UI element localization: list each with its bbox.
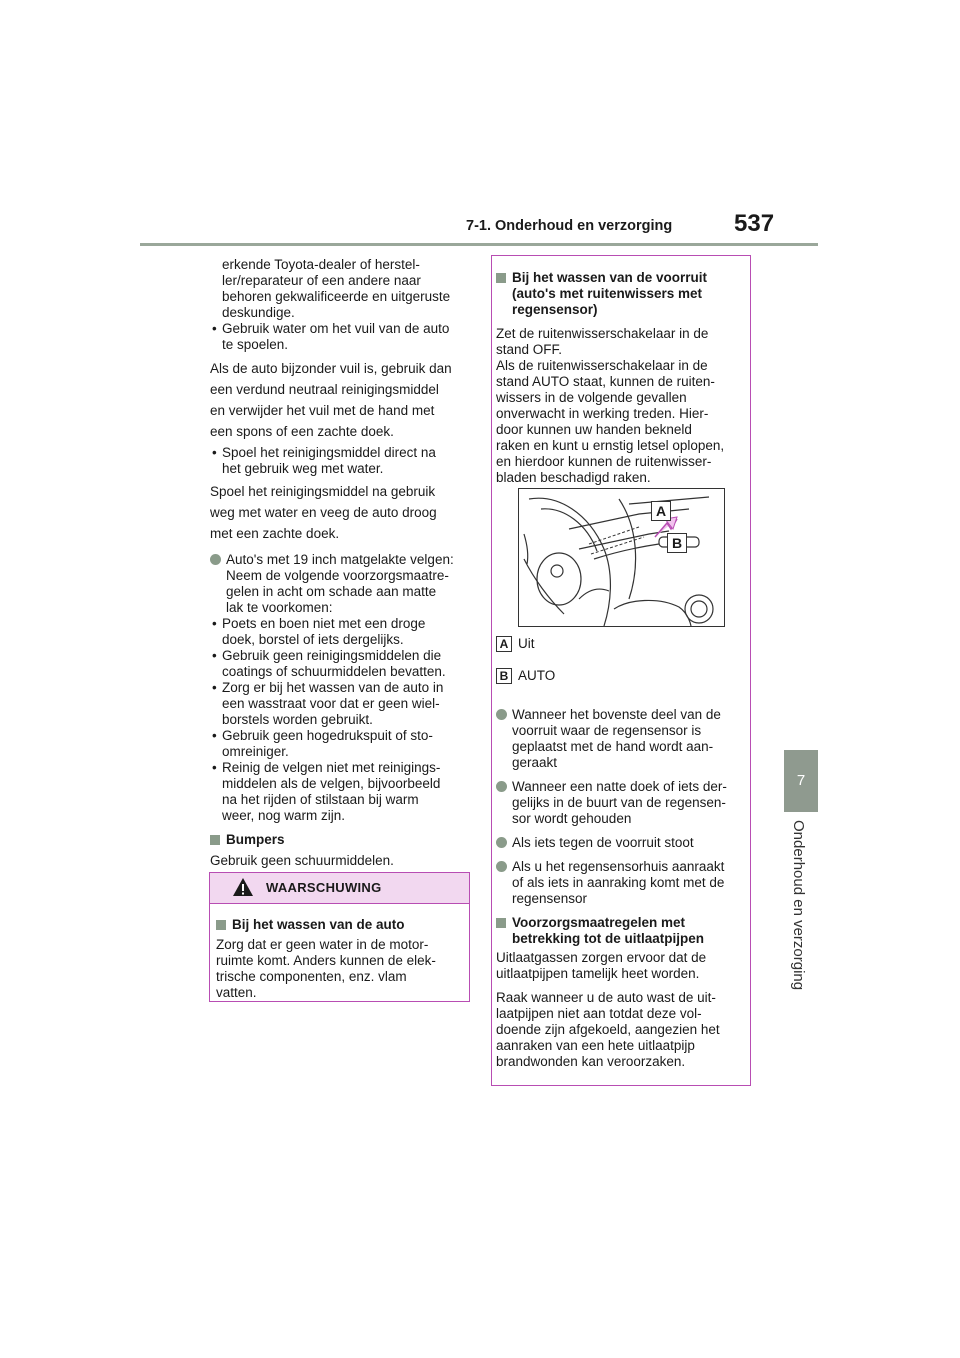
warning-body — [210, 904, 469, 1006]
text-line: Uitlaatgassen zorgen ervoor dat de — [496, 950, 707, 965]
square-bullet-icon — [496, 273, 506, 283]
text-line: door kunnen uw handen bekneld — [496, 422, 692, 437]
heading-text: Bij het wassen van de auto — [232, 917, 405, 932]
text-line: gelen in acht om schade aan matte — [226, 584, 437, 599]
bullet-item — [210, 680, 470, 728]
text-line: lak te voorkomen: — [226, 600, 333, 615]
section-title: 7-1. Onderhoud en verzorging — [466, 218, 673, 234]
text-line: Als iets tegen de voorruit stoot — [512, 835, 694, 850]
text-line: laatpijpen niet aan totdat deze vol- — [496, 1006, 702, 1021]
figure-label-a: A — [651, 501, 671, 521]
steering-column-drawing — [519, 489, 724, 626]
circle-item — [496, 707, 746, 771]
text-line: Gebruik geen schuurmiddelen. — [210, 853, 394, 868]
heading-text: Voorzorgsmaatregelen met — [512, 915, 686, 930]
text-line: omreiniger. — [222, 744, 289, 759]
bullet-item — [210, 321, 470, 353]
circle-item — [210, 552, 470, 616]
text-line: Wanneer een natte doek of iets der- — [512, 779, 727, 794]
paragraph — [210, 358, 470, 442]
text-line: Raak wanneer u de auto wast de uit- — [496, 990, 716, 1005]
text-line: Wanneer het bovenste deel van de — [512, 707, 721, 722]
circle-item — [496, 859, 746, 907]
text-line: brandwonden kan veroorzaken. — [496, 1054, 686, 1069]
text-line: doek, borstel of iets dergelijks. — [222, 632, 404, 647]
bullet-item — [210, 445, 470, 477]
legend-a — [496, 636, 535, 652]
caution-content — [496, 262, 746, 486]
heading-text: (auto's met ruitenwissers met — [512, 286, 703, 301]
text-line: ler/reparateur of een andere naar — [222, 273, 421, 288]
text-line: en hierdoor kunnen de ruitenwisser- — [496, 454, 712, 469]
paragraph — [210, 481, 470, 544]
text-line: • Spoel het reinigingsmiddel direct na — [222, 445, 436, 460]
heading-text: regensensor) — [512, 302, 598, 317]
text-line: geplaatst met de hand wordt aan- — [512, 739, 714, 754]
chapter-label — [790, 820, 812, 1000]
text-line: • Gebruik geen hogedrukspuit of sto- — [222, 728, 433, 743]
warning-heading — [216, 917, 463, 933]
text-line: het gebruik weg met water. — [222, 461, 384, 476]
paragraph — [496, 950, 746, 982]
text-line: voorruit waar de regensensor is — [512, 723, 702, 738]
square-bullet-icon — [496, 918, 506, 928]
text-line: na het rijden of stilstaan bij warm — [222, 792, 419, 807]
text-line: deskundige. — [222, 305, 295, 320]
legend-key: A — [496, 636, 512, 652]
figure-label-b: B — [667, 533, 687, 553]
warning-header — [210, 873, 469, 904]
legend-b — [496, 668, 555, 684]
text-line: geraakt — [512, 755, 558, 770]
circle-bullet-icon — [496, 781, 507, 792]
square-bullet-icon — [216, 920, 226, 930]
text-line: Als de ruitenwisserschakelaar in de — [496, 358, 708, 373]
text-line: aanraken van een hete uitlaatpijp — [496, 1038, 695, 1053]
text-line: • Reinig de velgen niet met reinigings- — [222, 760, 441, 775]
bullet-item — [210, 616, 470, 648]
caution-content-lower — [496, 699, 746, 1070]
text-line: Neem de volgende voorzorgsmaatre- — [226, 568, 449, 583]
bullet-item — [210, 760, 470, 824]
text-line: trische componenten, enz. vlam — [216, 969, 407, 984]
circle-bullet-icon — [496, 709, 507, 720]
warning-title: WAARSCHUWING — [266, 880, 382, 895]
heading-text: betrekking tot de uitlaatpijpen — [512, 931, 705, 946]
caution-box — [491, 255, 751, 1086]
circle-bullet-icon — [210, 554, 221, 565]
text-line: bladen beschadigd raken. — [496, 470, 651, 485]
legend-key: B — [496, 668, 512, 684]
text-line: te spoelen. — [222, 337, 289, 352]
text-line: • Gebruik water om het vuil van de auto — [222, 321, 450, 336]
text-line: met een zachte doek. — [210, 526, 340, 541]
continued-text — [210, 257, 470, 321]
text-line: raken en kunt u ernstig letsel oplopen, — [496, 438, 725, 453]
header-rule — [140, 243, 818, 246]
text-line: Auto's met 19 inch matgelakte velgen: — [226, 552, 454, 567]
bullet-item — [210, 648, 470, 680]
section-heading — [496, 915, 746, 947]
paragraph — [496, 990, 746, 1070]
text-line: Als u het regensensorhuis aanraakt — [512, 859, 725, 874]
text-line: erkende Toyota-dealer of herstel- — [222, 257, 420, 272]
wiper-switch-illustration — [518, 488, 725, 627]
text-line: onverwacht in werking treden. Hier- — [496, 406, 709, 421]
circle-bullet-icon — [496, 837, 507, 848]
text-line: Spoel het reinigingsmiddel na gebruik — [210, 484, 436, 499]
text-line: • Zorg er bij het wassen van de auto in — [222, 680, 444, 695]
section-heading — [210, 832, 470, 848]
section-heading — [496, 270, 746, 318]
text-line: behoren gekwalificeerde en uitgeruste — [222, 289, 451, 304]
text-line: of als iets in aanraking komt met de — [512, 875, 725, 890]
text-line: stand OFF. — [496, 342, 563, 357]
square-bullet-icon — [210, 835, 220, 845]
bullet-item — [210, 728, 470, 760]
text-line: doende zijn afgekoeld, aangezien het — [496, 1022, 720, 1037]
text-line: Als de auto bijzonder vuil is, gebruik dan — [210, 361, 452, 376]
text-line: uitlaatpijpen tamelijk heet worden. — [496, 966, 700, 981]
heading-text: Bij het wassen van de voorruit — [512, 270, 708, 285]
text-line: vatten. — [216, 985, 257, 1000]
circle-bullet-icon — [496, 861, 507, 872]
text-line: weer, nog warm zijn. — [222, 808, 346, 823]
text-line: een spons of een zachte doek. — [210, 424, 394, 439]
page-header — [466, 210, 826, 244]
text-line: ruimte komt. Anders kunnen de elek- — [216, 953, 436, 968]
text-line: Zet de ruitenwisserschakelaar in de — [496, 326, 709, 341]
text-line: sor wordt gehouden — [512, 811, 632, 826]
page-number: 537 — [734, 210, 775, 237]
circle-item — [496, 779, 746, 827]
legend-text: AUTO — [518, 668, 556, 683]
text-line: regensensor — [512, 891, 588, 906]
chapter-tab[interactable]: 7 — [784, 750, 818, 812]
text-line: • Gebruik geen reinigingsmiddelen die — [222, 648, 442, 663]
paragraph — [496, 326, 746, 486]
warning-box — [209, 872, 470, 1002]
text-line: borstels worden gebruikt. — [222, 712, 373, 727]
text-line: en verwijder het vuil met de hand met — [210, 403, 435, 418]
text-line: wissers in de volgende gevallen — [496, 390, 687, 405]
warning-icon — [232, 877, 254, 897]
text-line: coatings of schuurmiddelen bevatten. — [222, 664, 446, 679]
left-column — [210, 257, 470, 869]
text-line: een verdund neutraal reinigingsmiddel — [210, 382, 439, 397]
text-line: stand AUTO staat, kunnen de ruiten- — [496, 374, 715, 389]
text-line: een wasstraat voor dat er geen wiel- — [222, 696, 440, 711]
legend-text: Uit — [518, 636, 535, 651]
text-line: • Poets en boen niet met een droge — [222, 616, 426, 631]
text-line: weg met water en veeg de auto droog — [210, 505, 437, 520]
text-line: middelen als de velgen, bijvoorbeeld — [222, 776, 441, 791]
text-line: Zorg dat er geen water in de motor- — [216, 937, 429, 952]
circle-item — [496, 835, 746, 851]
text-line: gelijks in de buurt van de regensen- — [512, 795, 726, 810]
chapter-title: Onderhoud en verzorging — [790, 820, 807, 991]
heading-text: Bumpers — [226, 832, 285, 847]
